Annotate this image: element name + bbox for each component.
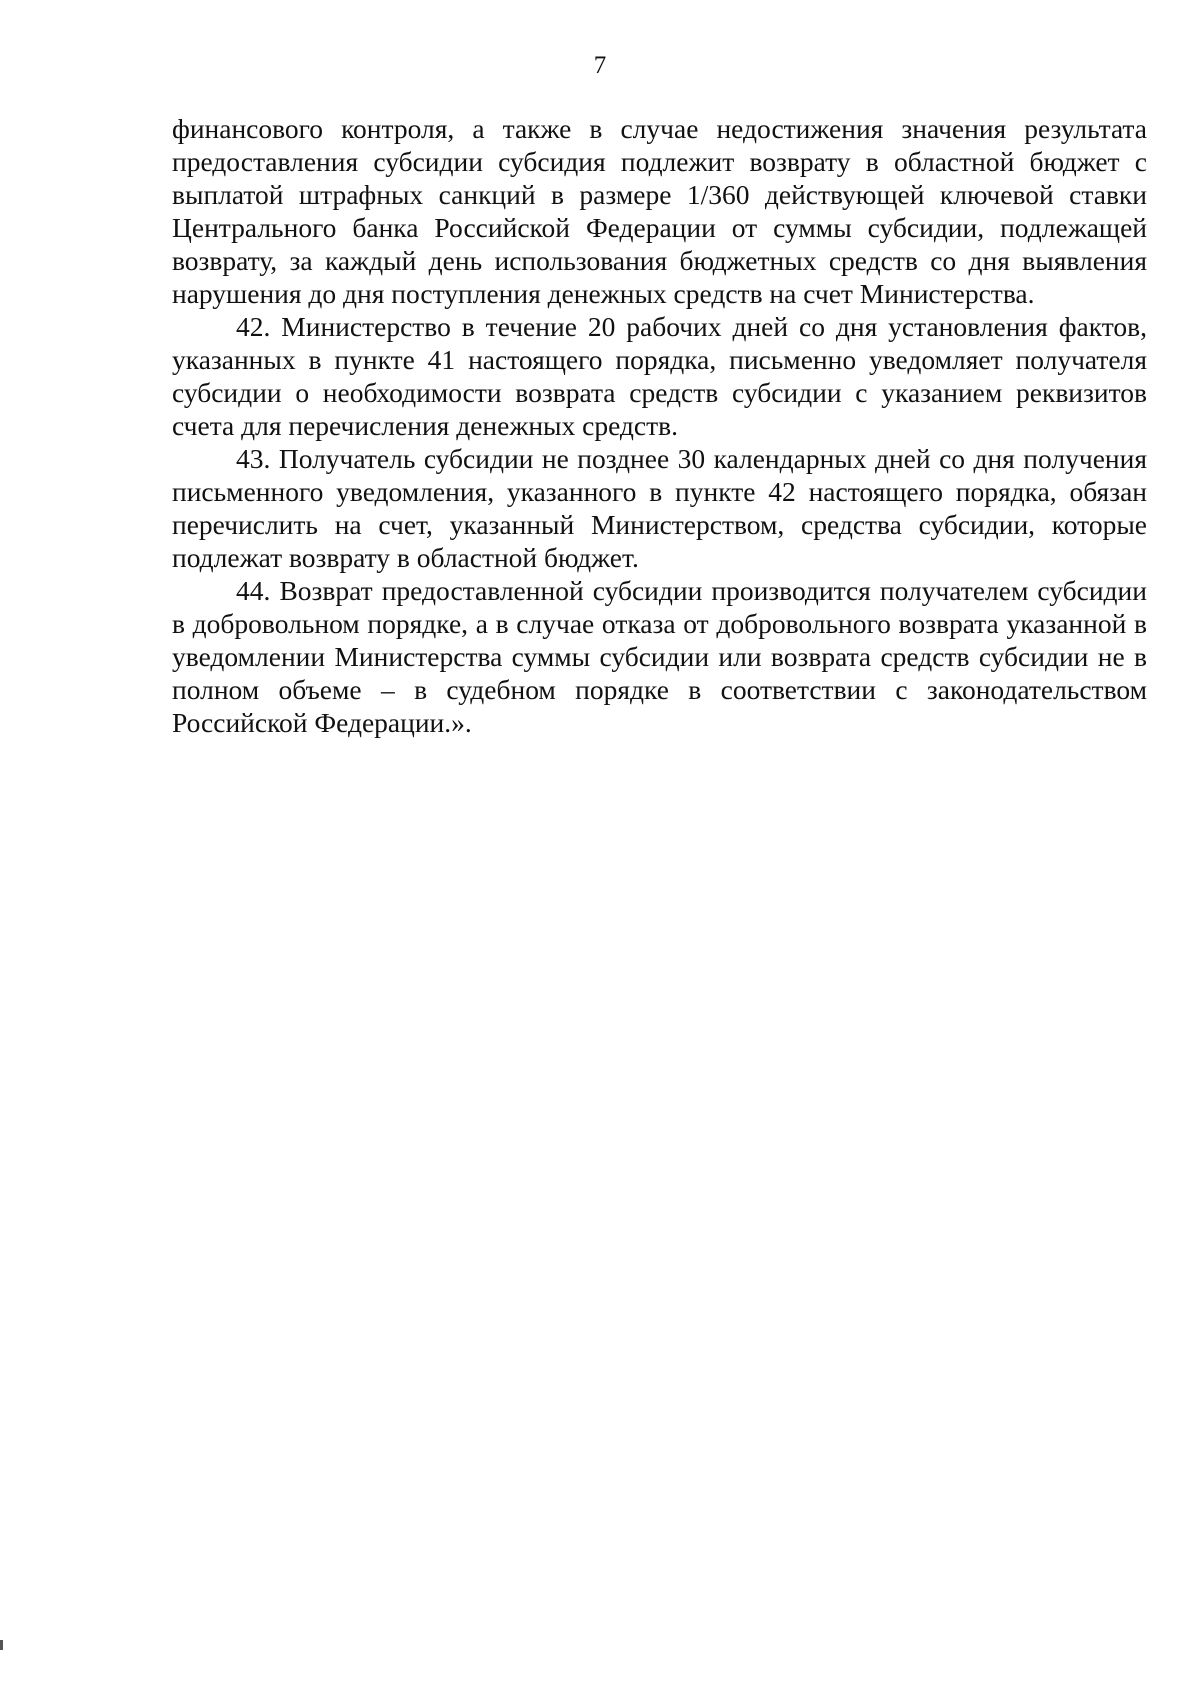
page-number: 7	[593, 52, 607, 79]
paragraph-44: 44. Возврат предоставленной субсидии производится получателем субсидии в добровольном порядке, а в случае отказа от добровольного возврата указанной в уведомлении Министерства суммы субсидии или возврата средств субсидии не в полном объеме – в судебном порядке в соответствии с законодательством Российской Федерации.».	[172, 575, 1147, 738]
paragraph-42: 42. Министерство в течение 20 рабочих дней со дня установления фактов, указанных в пункте 41 настоящего порядка, письменно уведомляет получателя субсидии о необходимости возврата средств субсидии с указанием реквизитов счета для перечисления денежных средств.	[172, 311, 1147, 441]
document-body	[172, 112, 1147, 739]
paragraph-continuation: финансового контроля, а также в случае недостижения значения результата предоставления субсидии субсидия подлежит возврату в областной бюджет с выплатой штрафных санкций в размере 1/360 действующей ключевой ставки Центрального банка Российской Федерации от суммы субсидии, подлежащей возврату, за каждый день использования бюджетных средств со дня выявления нарушения до дня поступления денежных средств на счет Министерства.	[172, 113, 1147, 309]
scan-edge-mark	[0, 1640, 3, 1650]
paragraph-43: 43. Получатель субсидии не позднее 30 календарных дней со дня получения письменного уведомления, указанного в пункте 42 настоящего порядка, обязан перечислить на счет, указанный Министерством, средства субсидии, которые подлежат возврату в областной бюджет.	[172, 443, 1147, 573]
